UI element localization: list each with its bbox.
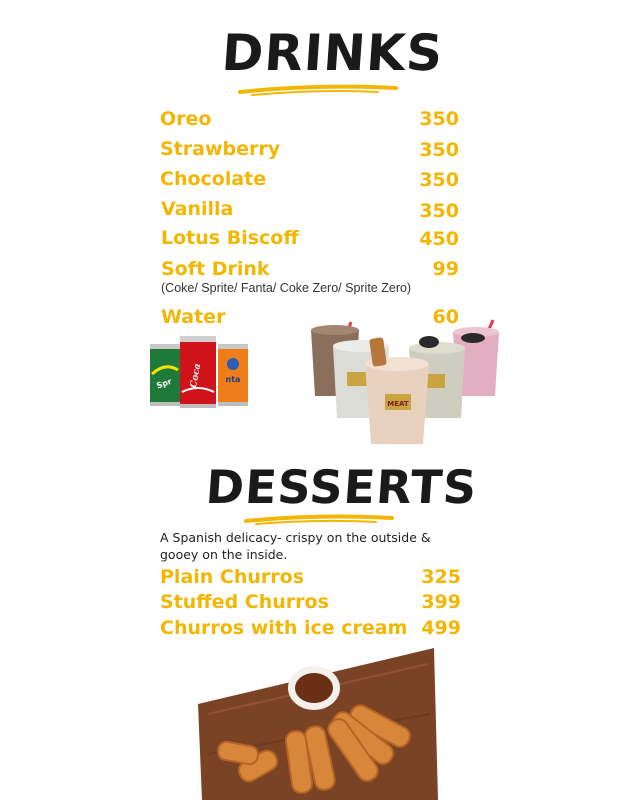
desserts-underline [244, 512, 394, 526]
desserts-description: A Spanish delicacy- crispy on the outside & gooey on the inside. [160, 530, 431, 562]
drinks-underline [238, 82, 398, 96]
dessert-price-stuffed-churros: 399 [421, 591, 461, 613]
drink-price-strawberry: 350 [419, 139, 459, 161]
drink-price-lotus-biscoff: 450 [419, 228, 459, 250]
dessert-name-churros-ice-cream: Churros with ice cream [160, 617, 408, 639]
dessert-name-stuffed-churros: Stuffed Churros [160, 591, 329, 613]
drink-name-lotus-biscoff: Lotus Biscoff [161, 227, 299, 249]
churros-image [198, 644, 438, 800]
drinks-heading: DRINKS [219, 24, 446, 82]
drink-name-oreo: Oreo [160, 108, 212, 130]
drink-price-soft-drink: 99 [432, 258, 459, 280]
dessert-name-plain-churros: Plain Churros [160, 566, 305, 588]
drink-price-water: 60 [432, 306, 459, 328]
drink-name-strawberry: Strawberry [160, 138, 281, 160]
fanta-can [218, 344, 248, 406]
drink-price-vanilla: 350 [419, 200, 459, 222]
desserts-heading: DESSERTS [204, 460, 479, 514]
drink-price-chocolate: 350 [419, 169, 459, 191]
drink-name-soft-drink: Soft Drink [161, 258, 270, 280]
drink-name-vanilla: Vanilla [161, 198, 234, 220]
sprite-can [150, 344, 180, 406]
dessert-price-plain-churros: 325 [421, 566, 461, 588]
milkshakes-image [305, 318, 505, 446]
drink-price-oreo: 350 [419, 108, 459, 130]
drink-name-water: Water [161, 306, 226, 328]
coca-cola-can [180, 336, 216, 408]
dessert-price-churros-ice-cream: 499 [421, 617, 461, 639]
soft-drink-cans-image [148, 334, 252, 410]
svg-text:nta: nta [225, 375, 241, 384]
shake-logo: MEAT [387, 400, 409, 408]
svg-text:Spr: Spr [155, 376, 173, 391]
drink-name-chocolate: Chocolate [160, 168, 267, 190]
chocolate-dip-bowl [288, 666, 340, 710]
soft-drink-options: (Coke/ Sprite/ Fanta/ Coke Zero/ Sprite Zero) [161, 281, 412, 295]
svg-text:Coca: Coca [188, 362, 204, 389]
